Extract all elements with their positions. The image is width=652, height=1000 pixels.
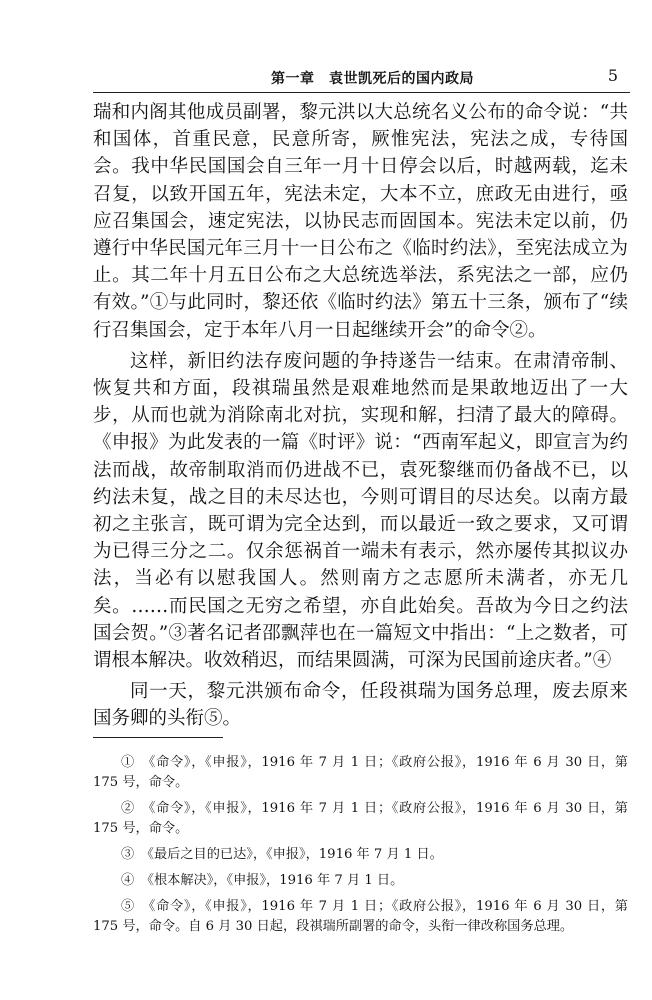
footnote-2: ② 《命令》，《申报》，1916 年 7 月 1 日；《政府公报》，1916 年 6 月 30 日，第 175 号，命令。 [93, 801, 628, 836]
body-text [93, 99, 628, 733]
paragraph-1: 瑞和内阁其他成员副署，黎元洪以大总统名义公布的命令说：“共和国体，首重民意，民意所寄，厥惟宪法，宪法之成，专待国会。我中华民国国会自三年一月十日停会以后，时越两载，迄未召复，以致开国五年，宪法未定，大本不立，庶政无由进行，亟应召集国会，速定宪法，以协民志而固国本。宪法未定以前，仍遵行中华民国元年三月十一日公布之《临时约法》，至宪法成立为止。其二年十月五日公布之大总统选举法，系宪法之一部，应仍有效。”①与此同时，黎还依《临时约法》第五十三条，颁布了“续行召集国会，定于本年八月一日起继续开会”的命令②。 [93, 102, 628, 341]
paragraph-2: 这样，新旧约法存废问题的争持遂告一结束。在肃清帝制、恢复共和方面，段祺瑞虽然是艰难地然而是果敢地迈出了一大步，从而也就为消除南北对抗，实现和解，扫清了最大的障碍。《申报》为此发表的一篇《时评》说：“西南军起义，即宣言为约法而战，故帝制取消而仍进战不已，袁死黎继而仍备战不已，以约法未复，战之目的未尽达也，今则可谓目的尽达矣。以南方最初之主张言，既可谓为完全达到，而以最近一致之要求，又可谓为已得三分之二。仅余惩祸首一端未有表示，然亦屡传其拟议办法，当必有以慰我国人。然则南方之志愿所未满者，亦无几矣。……而民国之无穷之希望，亦自此始矣。吾故为今日之约法国会贺。”③著名记者邵飘萍也在一篇短文中指出：“上之数者，可谓根本解决。收效稍迟，而结果圆满，可深为民国前途庆者。”④ [93, 350, 628, 672]
footnote-4: ④ 《根本解决》，《申报》，1916 年 7 月 1 日。 [121, 873, 404, 888]
footnote-5: ⑤ 《命令》，《申报》，1916 年 7 月 1 日；《政府公报》，1916 年 6 月 30 日，第 175 号，命令。自 6 月 30 日起，段祺瑞所副署的命令，头衔一律改称国务总理。 [93, 899, 628, 934]
footnote-divider [93, 737, 223, 738]
footnotes [93, 753, 628, 943]
page-number: 5 [607, 66, 618, 85]
footnote-1: ① 《命令》，《申报》，1916 年 7 月 1 日；《政府公报》，1916 年 6 月 30 日，第 175 号，命令。 [93, 755, 628, 790]
running-header [93, 66, 630, 93]
footnote-3: ③ 《最后之目的已达》，《申报》，1916 年 7 月 1 日。 [121, 847, 443, 862]
paragraph-3: 同一天，黎元洪颁布命令，任段祺瑞为国务总理，废去原来国务卿的头衔⑤。 [93, 681, 628, 730]
chapter-title: 第一章 袁世凯死后的国内政局 [271, 71, 474, 87]
